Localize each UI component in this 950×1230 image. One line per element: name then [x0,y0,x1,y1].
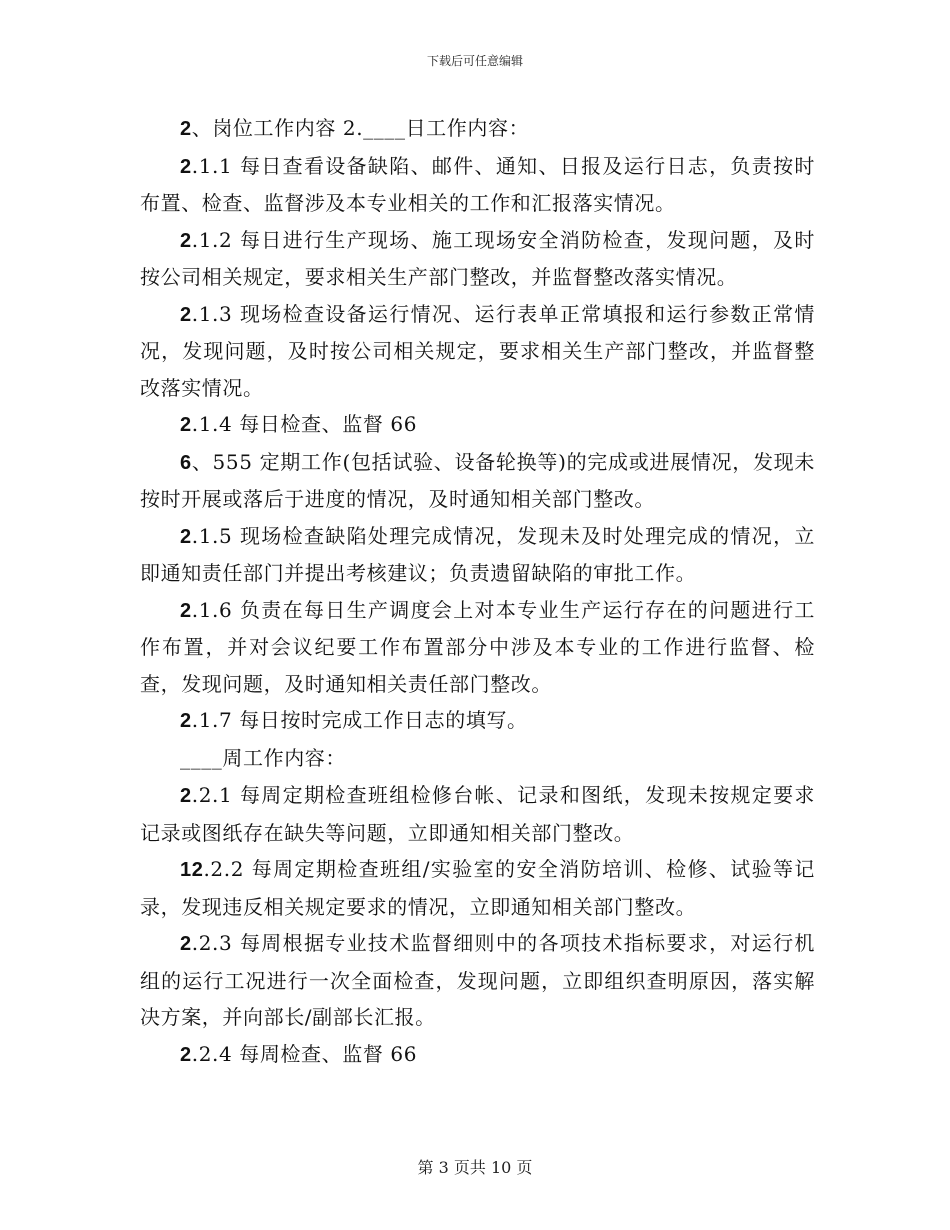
page-footer: 第 3 页共 10 页 [417,1158,533,1177]
paragraph-text: .1.7 每日按时完成工作日志的填写。 [191,708,528,732]
paragraph [140,222,815,296]
paragraph-text: .1.4 每日检查、监督 66 [191,412,418,436]
paragraph [140,740,815,778]
paragraph [140,110,815,148]
paragraph [140,925,815,1036]
paragraph-text: .1.6 负责在每日生产调度会上对本专业生产运行存在的问题进行工作布置，并对会议纪要工作布置部分中涉及本专业的工作进行监督、检查，发现问题，及时通知相关责任部门整改。 [140,597,815,696]
paragraph [140,518,815,592]
paragraph [140,406,815,444]
paragraph-text: 、岗位工作内容 2.____日工作内容： [191,116,530,140]
paragraph-text: .1.2 每日进行生产现场、施工现场安全消防检查，发现问题，及时按公司相关规定，要求相关生产部门整改，并监督整改落实情况。 [140,227,815,289]
paragraph-text: .2.1 每周定期检查班组检修台帐、记录和图纸，发现未按规定要求记录或图纸存在缺失等问题，立即通知相关部门整改。 [140,783,815,845]
paragraph-text: .1.1 每日查看设备缺陷、邮件、通知、日报及运行日志，负责按时布置、检查、监督涉及本专业相关的工作和汇报落实情况。 [140,153,815,215]
paragraph [140,296,815,407]
paragraph-text: ____周工作内容： [180,745,346,770]
paragraph-text: .2.3 每周根据专业技术监督细则中的各项技术指标要求，对运行机组的运行工况进行一次全面检查，发现问题，立即组织查明原因，落实解决方案，并向部长/副部长汇报。 [140,931,815,1029]
paragraph-lead: 2 [180,785,192,807]
document-body [140,110,815,1073]
paragraph-lead: 2 [180,1043,192,1066]
paragraph-text: .2.2 每周定期检查班组/实验室的安全消防培训、检修、试验等记录，发现违反相关规定要求的情况，立即通知相关部门整改。 [140,857,815,919]
paragraph [140,851,815,925]
paragraph-lead: 2 [180,525,192,548]
paragraph [140,148,815,222]
paragraph-text: .2.4 每周检查、监督 66 [191,1041,418,1066]
paragraph-lead: 2 [180,118,192,140]
paragraph-lead: 2 [180,303,192,326]
paragraph-text: 、555 定期工作(包括试验、设备轮换等)的完成或进展情况，发现未按时开展或落后于进度的情况，及时通知相关部门整改。 [140,449,815,511]
paragraph [140,1036,815,1074]
paragraph-lead: 2 [180,599,192,622]
paragraph-lead: 6 [180,451,192,474]
paragraph [140,444,815,518]
paragraph [140,592,815,703]
paragraph-text: .1.5 现场检查缺陷处理完成情况，发现未及时处理完成的情况，立即通知责任部门并提出考核建议；负责遗留缺陷的审批工作。 [140,523,815,585]
paragraph-lead: 2 [180,933,192,955]
paragraph [140,702,815,740]
paragraph-lead: 2 [180,710,192,732]
paragraph-text: .1.3 现场检查设备运行情况、运行表单正常填报和运行参数正常情况，发现问题，及时按公司相关规定，要求相关生产部门整改，并监督整改落实情况。 [140,301,815,400]
paragraph-lead: 12 [180,859,204,881]
paragraph-lead: 2 [180,155,192,178]
paragraph [140,777,815,851]
paragraph-lead: 2 [180,229,192,252]
page-header: 下载后可任意编辑 [426,54,523,68]
paragraph-lead: 2 [180,414,192,436]
